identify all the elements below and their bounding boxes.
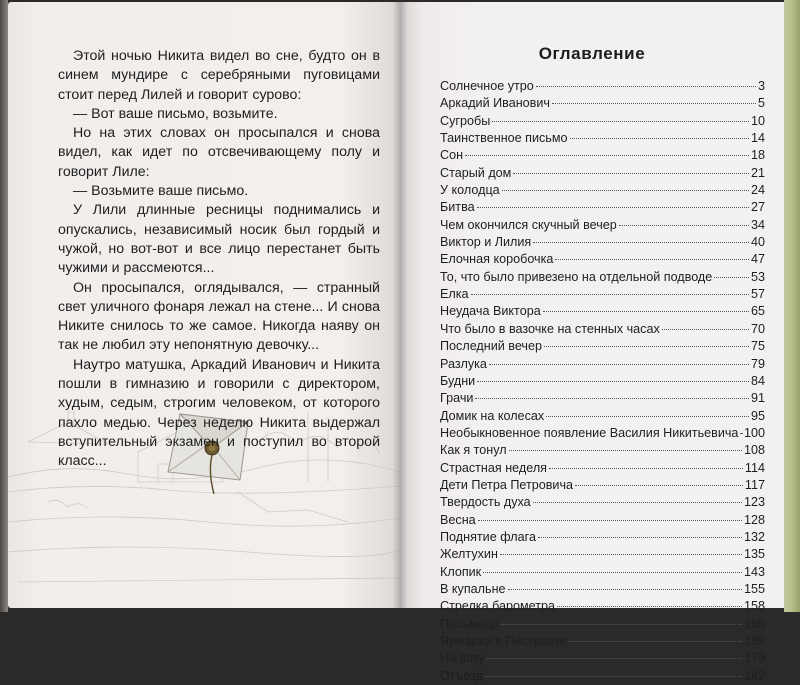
toc-title: Оглавление bbox=[538, 44, 646, 63]
toc-entry-title: Твердость духа bbox=[440, 495, 531, 510]
toc-entry-title: Как я тонул bbox=[440, 443, 507, 458]
toc-entry-page: 65 bbox=[750, 304, 765, 319]
toc-entry-page: 10 bbox=[750, 113, 765, 128]
toc-entry bbox=[440, 650, 765, 667]
toc-entry-title: Солнечное утро bbox=[440, 79, 534, 93]
toc-leader-dots bbox=[501, 624, 742, 625]
toc-entry bbox=[440, 390, 765, 407]
toc-entry-title: Сугробы bbox=[440, 113, 491, 128]
toc-entry-title: В купальне bbox=[440, 581, 506, 596]
toc-entry bbox=[440, 217, 765, 234]
story-paragraph: Наутро матушка, Аркадий Иванович и Никита пошли в гимназию и говорили с директором, худым, седым, строгим человеком, от которого пахло медью. Через неделю Никита выдержал вступительный экзамен и поступил во второй класс... bbox=[58, 356, 380, 470]
toc-entry-page: 169 bbox=[743, 634, 765, 648]
toc-entry bbox=[440, 425, 765, 442]
toc-entry bbox=[440, 95, 765, 112]
book-edge-left bbox=[0, 0, 8, 612]
toc-leader-dots bbox=[569, 641, 742, 642]
toc-entry-title: Дети Петра Петровича bbox=[440, 477, 574, 492]
toc-leader-dots bbox=[477, 207, 749, 208]
toc-leader-dots bbox=[555, 259, 749, 260]
toc-leader-dots bbox=[477, 381, 749, 382]
toc-entry bbox=[440, 321, 765, 338]
toc-entry-title: Чем окончился скучный вечер bbox=[440, 217, 617, 232]
toc-leader-dots bbox=[546, 416, 749, 417]
toc-entry bbox=[440, 460, 765, 477]
story-paragraph: Но на этих словах он просыпался и снова видел, как идет по отсвечивающему полу и говорит Лиле: bbox=[58, 125, 380, 180]
toc-entry-title: Стрелка барометра bbox=[440, 599, 556, 614]
toc-entry-page: 27 bbox=[750, 200, 765, 215]
toc-entry bbox=[440, 269, 765, 286]
toc-entry bbox=[440, 147, 765, 164]
toc-entry-page: 143 bbox=[743, 564, 765, 579]
toc-entry bbox=[440, 598, 765, 615]
toc-entry-title: Письмецо bbox=[440, 616, 499, 631]
toc-entry-page: 108 bbox=[743, 443, 765, 458]
toc-entry-title: Клопик bbox=[440, 564, 482, 579]
toc-entry-title: То, что было привезено на отдельной подводе bbox=[440, 269, 713, 284]
toc-entry-page: 100 bbox=[743, 425, 765, 440]
toc-entry bbox=[440, 199, 765, 216]
toc-entry-page: 155 bbox=[743, 581, 765, 596]
toc-entry-page: 132 bbox=[743, 529, 765, 544]
toc-leader-dots bbox=[549, 468, 743, 469]
toc-entry-page: 53 bbox=[750, 269, 765, 284]
toc-leader-dots bbox=[502, 190, 749, 191]
toc-entry-page: 165 bbox=[743, 616, 765, 631]
toc-leader-dots bbox=[492, 121, 749, 122]
toc-entry-title: Будни bbox=[440, 373, 476, 388]
story-paragraph: Он просыпался, оглядывался, — странный свет уличного фонаря лежал на стене... И снова Никите снилось то же самое. Никогда наяву он так не любил эту непонятную девочку... bbox=[58, 279, 380, 354]
toc-entry-title: Виктор и Лилия bbox=[440, 235, 532, 250]
toc-leader-dots bbox=[500, 554, 742, 555]
toc-entry bbox=[440, 113, 765, 130]
toc-entry-title: Необыкновенное появление Василия Никитьевича bbox=[440, 425, 739, 440]
toc-entry-title: Аркадий Иванович bbox=[440, 96, 550, 111]
toc-entry-page: 75 bbox=[750, 339, 765, 354]
toc-entry bbox=[440, 356, 765, 373]
toc-entry bbox=[440, 338, 765, 355]
toc-entry bbox=[440, 581, 765, 598]
toc-leader-dots bbox=[533, 242, 749, 243]
toc-entry-title: На возу bbox=[440, 651, 485, 666]
toc-entry-page: 40 bbox=[750, 235, 765, 250]
toc-entry bbox=[440, 78, 765, 95]
toc-entry-title: Сон bbox=[440, 148, 464, 163]
toc-entry-page: 182 bbox=[743, 668, 765, 683]
toc-entry-title: Что было в вазочке на стенных часах bbox=[440, 321, 660, 336]
toc-leader-dots bbox=[485, 676, 742, 677]
toc-entry-title: Ярмарка в Пестравке bbox=[440, 634, 567, 648]
story-paragraph: У Лили длинные ресницы поднимались и опускались, независимый носик был гордый и чужой, но вот-вот и все лицо перестанет быть чужими и рассмеются... bbox=[58, 202, 380, 277]
toc-leader-dots bbox=[509, 450, 742, 451]
table-of-contents bbox=[440, 78, 765, 685]
toc-entry-title: Старый дом bbox=[440, 165, 512, 180]
toc-entry bbox=[440, 182, 765, 199]
toc-entry-title: Домик на колесах bbox=[440, 408, 545, 423]
toc-leader-dots bbox=[489, 364, 749, 365]
toc-entry-title: Отъезд bbox=[440, 668, 484, 683]
toc-entry bbox=[440, 668, 765, 685]
toc-entry-page: 91 bbox=[750, 391, 765, 406]
toc-entry bbox=[440, 546, 765, 563]
toc-entry-page: 57 bbox=[750, 287, 765, 302]
toc-entry-page: 5 bbox=[757, 96, 765, 111]
toc-leader-dots bbox=[552, 103, 756, 104]
toc-entry-page: 18 bbox=[750, 148, 765, 163]
toc-entry-page: 84 bbox=[750, 373, 765, 388]
toc-entry-page: 114 bbox=[744, 460, 765, 475]
toc-entry bbox=[440, 408, 765, 425]
toc-entry-title: Последний вечер bbox=[440, 339, 543, 354]
toc-leader-dots bbox=[471, 294, 749, 295]
toc-entry-title: Неудача Виктора bbox=[440, 304, 541, 319]
book-spine bbox=[392, 2, 408, 608]
book-edge-right bbox=[784, 0, 800, 612]
toc-entry-title: Битва bbox=[440, 200, 475, 215]
story-paragraph: — Вот ваше письмо, возьмите. bbox=[73, 105, 278, 122]
toc-entry-title: Грачи bbox=[440, 391, 474, 406]
toc-entry bbox=[440, 286, 765, 303]
toc-entry-page: 24 bbox=[750, 183, 765, 198]
toc-leader-dots bbox=[575, 485, 743, 486]
toc-entry bbox=[440, 165, 765, 182]
left-page bbox=[8, 2, 400, 608]
toc-entry bbox=[440, 564, 765, 581]
toc-entry bbox=[440, 130, 765, 147]
toc-entry bbox=[440, 234, 765, 251]
toc-entry bbox=[440, 494, 765, 511]
toc-entry-title: Желтухин bbox=[440, 547, 498, 562]
toc-entry bbox=[440, 373, 765, 390]
toc-entry-title: Весна bbox=[440, 512, 476, 527]
toc-leader-dots bbox=[475, 398, 749, 399]
toc-entry-page: 21 bbox=[750, 165, 765, 180]
toc-entry-title: У колодца bbox=[440, 183, 500, 198]
toc-entry-page: 95 bbox=[750, 408, 765, 423]
toc-leader-dots bbox=[533, 502, 742, 503]
toc-entry-page: 117 bbox=[744, 477, 765, 492]
toc-entry-page: 34 bbox=[750, 217, 765, 232]
toc-leader-dots bbox=[483, 572, 742, 573]
toc-entry-page: 123 bbox=[743, 495, 765, 510]
toc-entry-page: 128 bbox=[743, 512, 765, 527]
toc-leader-dots bbox=[513, 173, 749, 174]
toc-entry-page: 3 bbox=[757, 79, 765, 93]
toc-entry bbox=[440, 633, 765, 650]
toc-leader-dots bbox=[543, 311, 749, 312]
toc-entry-title: Елка bbox=[440, 287, 469, 302]
story-paragraph: — Возьмите ваше письмо. bbox=[73, 183, 249, 200]
toc-leader-dots bbox=[544, 346, 749, 347]
toc-entry bbox=[440, 512, 765, 529]
toc-leader-dots bbox=[740, 433, 742, 434]
toc-entry bbox=[440, 251, 765, 268]
toc-entry-title: Страстная неделя bbox=[440, 460, 547, 475]
toc-entry bbox=[440, 529, 765, 546]
story-text bbox=[58, 47, 380, 472]
toc-leader-dots bbox=[714, 277, 749, 278]
toc-entry-title: Елочная коробочка bbox=[440, 252, 554, 267]
toc-entry-page: 47 bbox=[750, 252, 765, 267]
toc-entry bbox=[440, 303, 765, 320]
toc-leader-dots bbox=[487, 658, 742, 659]
toc-entry-page: 70 bbox=[750, 321, 765, 336]
toc-leader-dots bbox=[508, 589, 742, 590]
toc-leader-dots bbox=[570, 138, 749, 139]
toc-leader-dots bbox=[538, 537, 742, 538]
toc-entry-title: Таинственное письмо bbox=[440, 131, 568, 146]
toc-entry-page: 14 bbox=[750, 131, 765, 146]
toc-entry-page: 79 bbox=[750, 356, 765, 371]
toc-entry-title: Поднятие флага bbox=[440, 529, 536, 544]
toc-leader-dots bbox=[557, 606, 742, 607]
toc-entry bbox=[440, 442, 765, 459]
toc-entry-page: 158 bbox=[743, 599, 765, 614]
toc-entry bbox=[440, 616, 765, 633]
toc-leader-dots bbox=[536, 86, 756, 87]
story-paragraph: Этой ночью Никита видел во сне, будто он в синем мундире с серебряными пуговицами стоит перед Лилей и говорит сурово: bbox=[58, 48, 380, 103]
toc-leader-dots bbox=[662, 329, 749, 330]
toc-leader-dots bbox=[465, 155, 749, 156]
toc-entry bbox=[440, 477, 765, 494]
toc-entry-page: 135 bbox=[743, 547, 765, 562]
toc-leader-dots bbox=[619, 225, 749, 226]
toc-entry-page: 179 bbox=[743, 651, 765, 666]
toc-leader-dots bbox=[478, 520, 742, 521]
toc-entry-title: Разлука bbox=[440, 356, 487, 371]
